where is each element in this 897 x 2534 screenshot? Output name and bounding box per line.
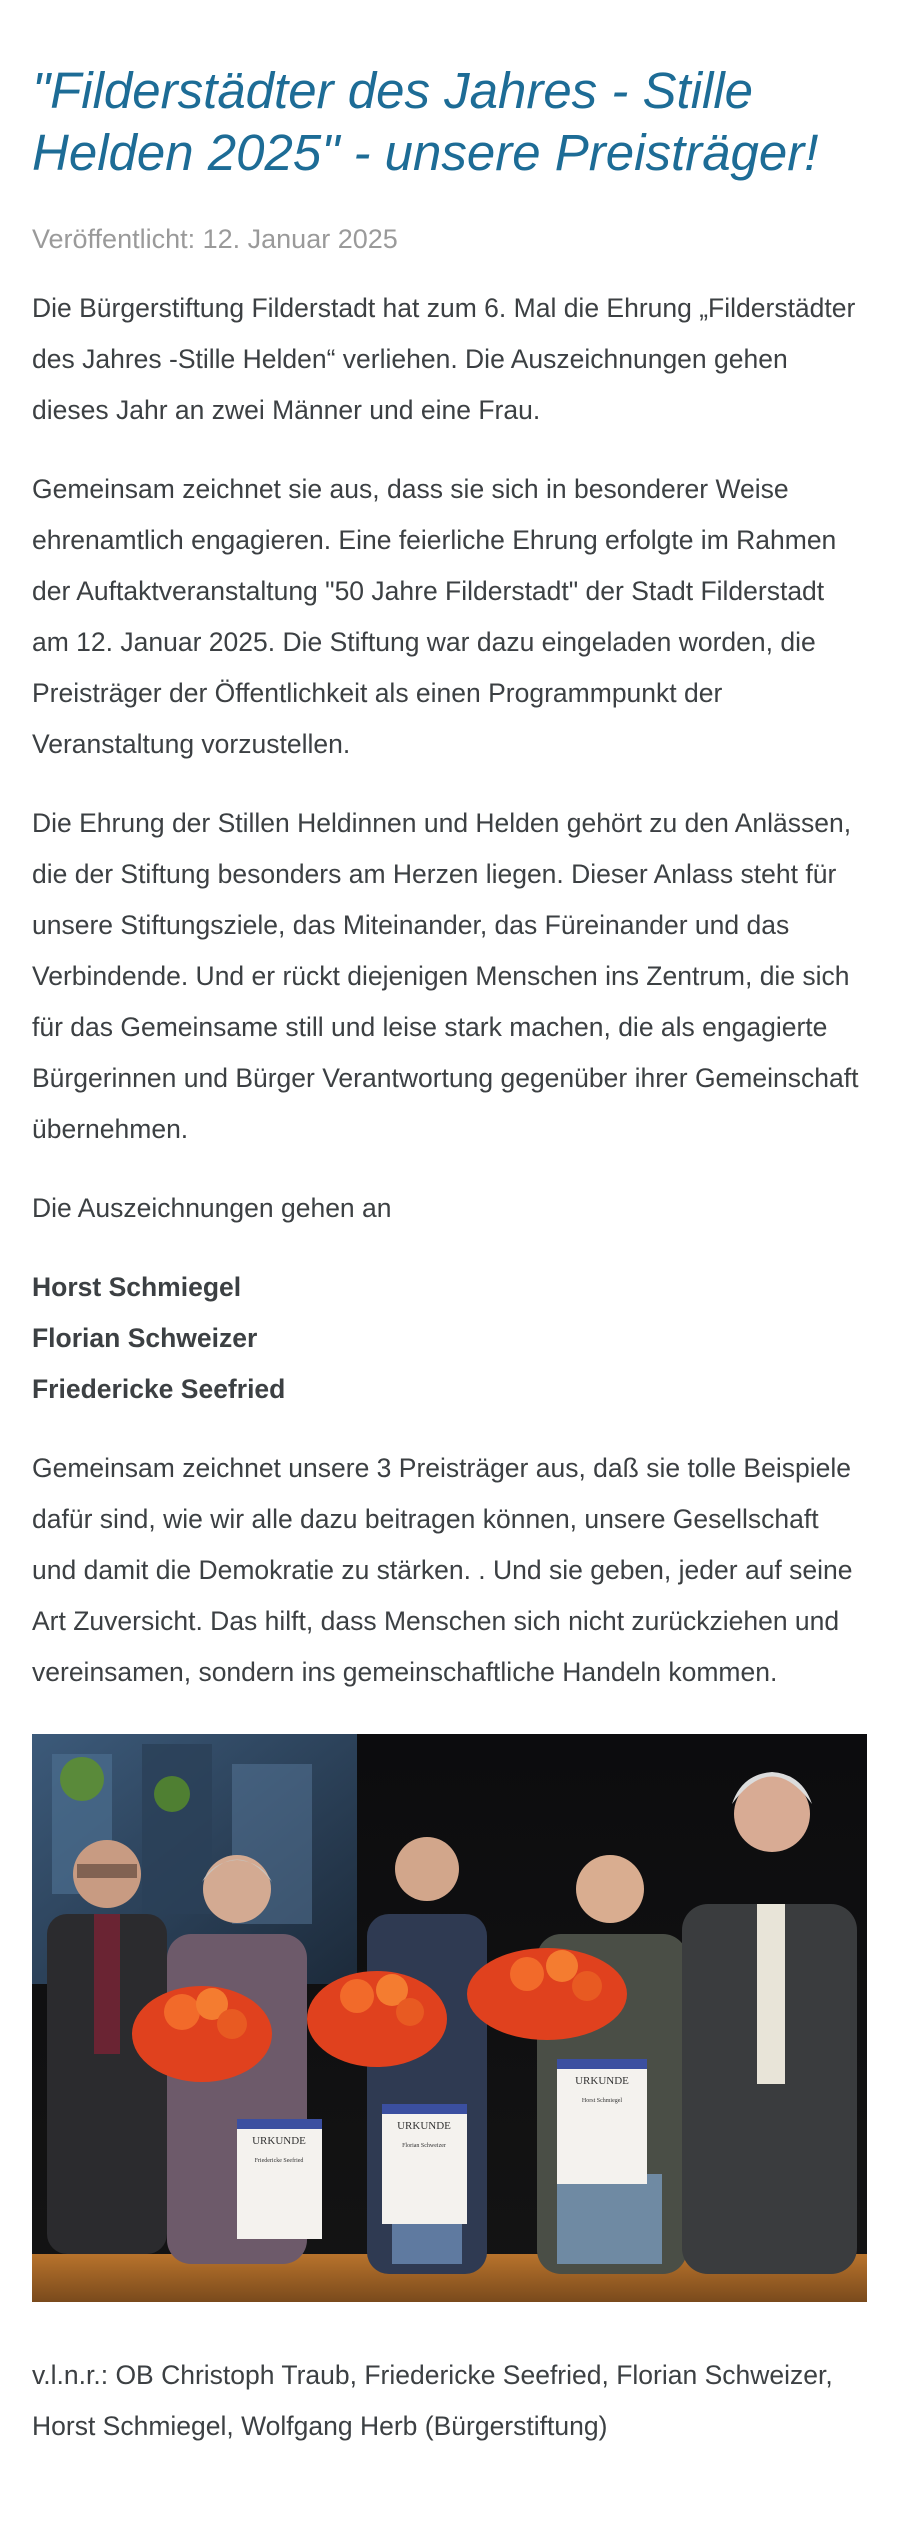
certificate-schweizer (382, 2104, 467, 2224)
certificate-label: URKUNDE (575, 2075, 629, 2087)
published-date: Veröffentlicht: 12. Januar 2025 (32, 224, 398, 254)
paragraph-engagement: Gemeinsam zeichnet sie aus, dass sie sich in besonderer Weise ehrenamtlich engagieren. Eine feierliche Ehrung erfolgte im Rahmen der Auftaktveranstaltung "50 Jahre Filderstadt" der Stadt Filderstadt am 12. Januar 2025. Die Stiftung war dazu eingeladen worden, die Preisträger der Öffentlichkeit als einen Programmpunkt der Veranstaltung vorzustellen. (32, 474, 837, 759)
honoree-name: Friedericke Seefried (32, 1374, 286, 1404)
certificate-name: Florian Schweizer (402, 2143, 446, 2149)
paragraph-conclusion: Gemeinsam zeichnet unsere 3 Preisträger aus, daß sie tolle Beispiele dafür sind, wie wir alle dazu beitragen können, unsere Gesellschaft und damit die Demokratie zu stärken. . Und sie geben, jeder auf seine Art Zuversicht. Das hilft, dass Menschen sich nicht zurückziehen und vereinsamen, sondern ins gemeinschaftliche Handeln kommen. (32, 1453, 853, 1687)
photo-caption: v.l.n.r.: OB Christoph Traub, Friedericke Seefried, Florian Schweizer, Horst Schmiegel, Wolfgang Herb (Bürgerstiftung) (32, 2360, 833, 2441)
honoree-list (32, 1262, 865, 1415)
certificate-name: Friedericke Seefried (254, 2158, 304, 2164)
paragraph-awards-intro: Die Auszeichnungen gehen an (32, 1193, 392, 1223)
paragraph-intro: Die Bürgerstiftung Filderstadt hat zum 6. Mal die Ehrung „Filderstädter des Jahres -Stille Helden“ verliehen. Die Auszeichnungen gehen dieses Jahr an zwei Männer und eine Frau. (32, 293, 856, 425)
certificate-schmiegel (557, 2059, 647, 2184)
paragraph-foundation-goals: Die Ehrung der Stillen Heldinnen und Helden gehört zu den Anlässen, die der Stiftung besonders am Herzen liegen. Dieser Anlass steht für unsere Stiftungsziele, das Miteinander, das Füreinander und das Verbindende. Und er rückt diejenigen Menschen ins Zentrum, die sich für das Gemeinsame still und leise stark machen, die als engagierte Bürgerinnen und Bürger Verantwortung gegenüber ihrer Gemeinschaft übernehmen. (32, 808, 859, 1144)
honoree-name: Horst Schmiegel (32, 1272, 242, 1302)
honoree-name: Florian Schweizer (32, 1323, 258, 1353)
article-title: "Filderstädter des Jahres - Stille Helden 2025" - unsere Preisträger! (32, 62, 819, 181)
certificate-seefried (237, 2119, 322, 2239)
certificate-name: Horst Schmiegel (581, 2098, 623, 2104)
certificate-label: URKUNDE (252, 2135, 306, 2147)
certificate-label: URKUNDE (397, 2120, 451, 2132)
award-photo (32, 1734, 867, 2302)
